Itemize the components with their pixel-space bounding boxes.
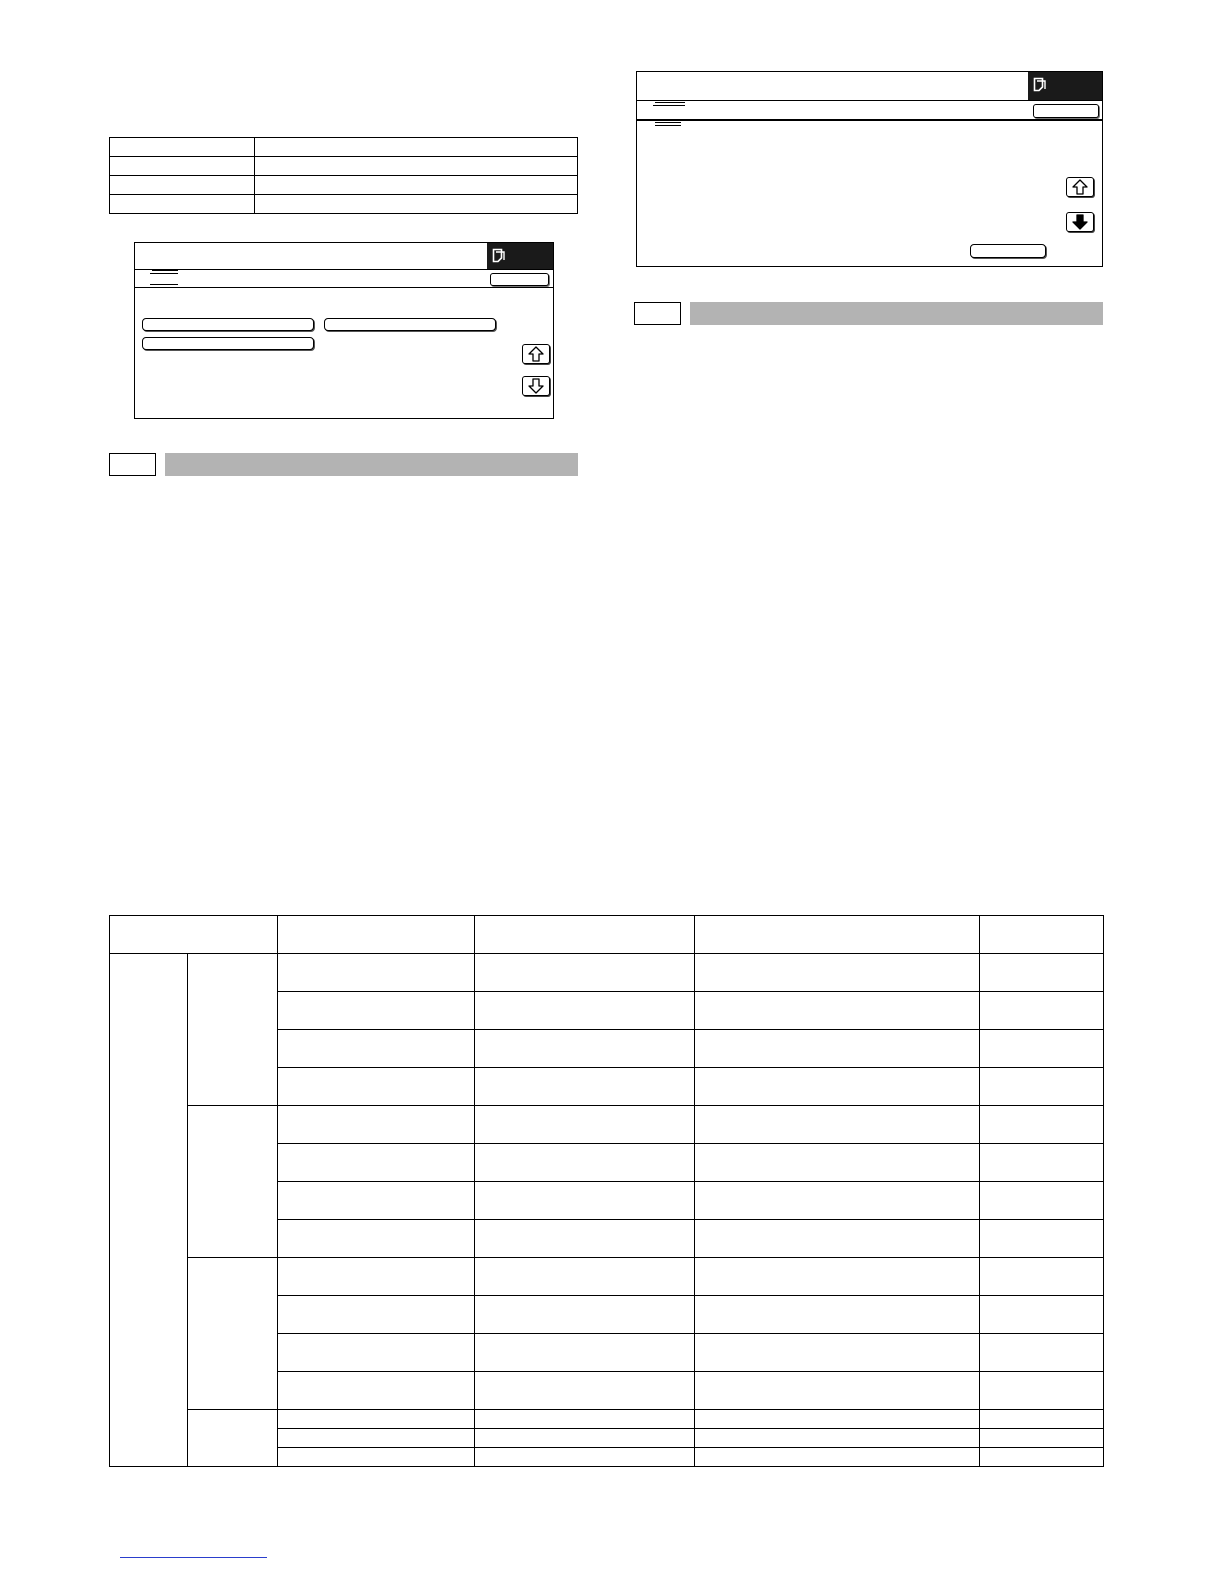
table-cell (475, 1410, 695, 1429)
table-cell (980, 1372, 1104, 1410)
table-cell (475, 1068, 695, 1106)
table-row (110, 1106, 1104, 1144)
mode-table-row (110, 195, 578, 214)
table-cell (475, 992, 695, 1030)
ok-button[interactable] (1033, 104, 1099, 118)
subgroup-label (188, 1106, 278, 1258)
table-cell (980, 1182, 1104, 1220)
table-cell (980, 954, 1104, 992)
table-cell (475, 1258, 695, 1296)
table-cell (475, 1429, 695, 1448)
table-cell (278, 1068, 475, 1106)
divider (637, 119, 1102, 121)
subgroup-label (188, 1258, 278, 1410)
option-button-3[interactable] (142, 337, 314, 350)
table-cell (278, 1448, 475, 1467)
table-row (110, 1258, 1104, 1296)
table-cell (695, 954, 980, 992)
mode-table-row (110, 176, 578, 195)
copy-status-badge (1028, 72, 1102, 100)
arrow-down-icon (528, 378, 544, 394)
ok-button[interactable] (490, 273, 549, 286)
table-cell (980, 1258, 1104, 1296)
copy-sheet-icon (492, 248, 506, 263)
menu-lines-icon (148, 269, 180, 289)
table-row (110, 1410, 1104, 1429)
divider (135, 287, 553, 288)
arrow-up-icon (1072, 179, 1088, 195)
table-cell (695, 1334, 980, 1372)
table-cell (475, 1334, 695, 1372)
table-cell (695, 992, 980, 1030)
scroll-down-button[interactable] (1066, 212, 1094, 232)
table-cell (475, 1296, 695, 1334)
mode-label (110, 138, 255, 157)
scroll-up-button[interactable] (1066, 177, 1094, 197)
table-cell (695, 1258, 980, 1296)
table-cell (278, 1030, 475, 1068)
table-cell (980, 992, 1104, 1030)
table-cell (980, 1030, 1104, 1068)
mode-label (110, 176, 255, 195)
table-cell (695, 1296, 980, 1334)
table-cell (980, 1220, 1104, 1258)
arrow-up-icon (528, 346, 544, 362)
table-cell (695, 1144, 980, 1182)
column-header (278, 916, 475, 954)
copy-sheet-icon (1033, 77, 1047, 92)
table-cell (278, 1182, 475, 1220)
settings-table (109, 915, 1104, 1467)
section-number-box (634, 302, 681, 325)
column-header (110, 916, 278, 954)
lcd-panel-left (134, 242, 554, 419)
table-cell (980, 1334, 1104, 1372)
table-row (110, 954, 1104, 992)
table-cell (278, 1296, 475, 1334)
table-cell (695, 1448, 980, 1467)
table-cell (475, 1144, 695, 1182)
table-cell (695, 1182, 980, 1220)
table-cell (695, 1372, 980, 1410)
subgroup-label (188, 1410, 278, 1467)
footer-link[interactable] (120, 1557, 267, 1558)
mode-table-row (110, 157, 578, 176)
group-label (110, 954, 188, 1467)
table-cell (695, 1410, 980, 1429)
section-title-bar (165, 453, 578, 476)
table-cell (278, 992, 475, 1030)
table-cell (695, 1220, 980, 1258)
table-cell (278, 954, 475, 992)
table-cell (278, 1429, 475, 1448)
mode-table-row (110, 138, 578, 157)
option-button-2[interactable] (324, 318, 496, 331)
mode-value (255, 157, 578, 176)
table-cell (980, 1296, 1104, 1334)
table-cell (980, 1429, 1104, 1448)
table-header-row (110, 916, 1104, 954)
table-cell (475, 1106, 695, 1144)
section-title-bar (690, 302, 1103, 325)
option-button-1[interactable] (142, 318, 314, 331)
table-cell (475, 1372, 695, 1410)
scroll-down-button[interactable] (522, 376, 550, 396)
column-header (475, 916, 695, 954)
section-number-box (109, 453, 156, 476)
execute-button[interactable] (970, 244, 1046, 258)
mode-table (109, 137, 578, 214)
table-cell (980, 1144, 1104, 1182)
table-cell (980, 1448, 1104, 1467)
table-cell (278, 1410, 475, 1429)
table-cell (475, 954, 695, 992)
mode-value (255, 195, 578, 214)
table-cell (695, 1429, 980, 1448)
column-header (695, 916, 980, 954)
table-cell (278, 1258, 475, 1296)
table-cell (980, 1068, 1104, 1106)
table-cell (278, 1144, 475, 1182)
table-cell (278, 1372, 475, 1410)
table-cell (475, 1448, 695, 1467)
table-cell (980, 1106, 1104, 1144)
column-header (980, 916, 1104, 954)
table-cell (980, 1410, 1104, 1429)
copy-status-badge (487, 243, 553, 269)
mode-label (110, 157, 255, 176)
table-cell (695, 1030, 980, 1068)
table-cell (278, 1106, 475, 1144)
table-cell (278, 1220, 475, 1258)
table-cell (475, 1182, 695, 1220)
mode-label (110, 195, 255, 214)
table-cell (475, 1220, 695, 1258)
menu-lines-icon (651, 100, 687, 126)
table-cell (475, 1030, 695, 1068)
table-cell (278, 1334, 475, 1372)
mode-value (255, 138, 578, 157)
lcd-panel-right (636, 71, 1103, 267)
mode-value (255, 176, 578, 195)
arrow-down-icon (1072, 214, 1088, 230)
scroll-up-button[interactable] (522, 344, 550, 364)
table-cell (695, 1106, 980, 1144)
table-cell (695, 1068, 980, 1106)
subgroup-label (188, 954, 278, 1106)
